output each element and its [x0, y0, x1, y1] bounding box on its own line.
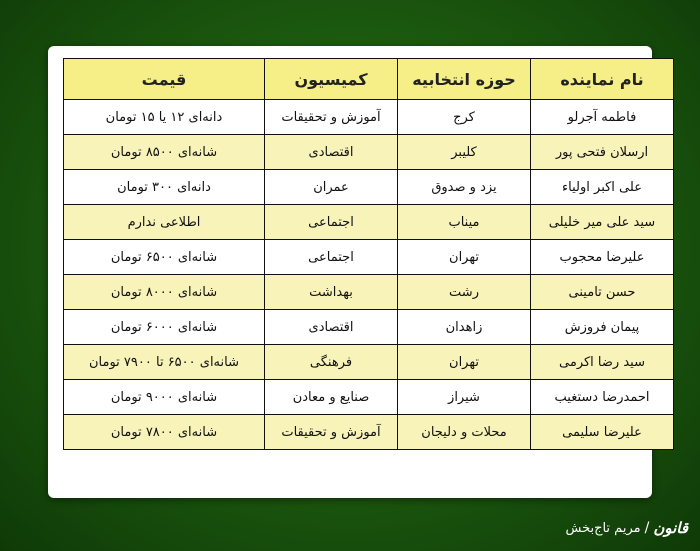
- table-body: [64, 100, 674, 450]
- cell-price: دانه‌ای ۳۰۰ تومان: [64, 170, 265, 205]
- credit: [566, 519, 689, 537]
- header-name: نام نماینده: [531, 59, 674, 100]
- cell-commission: عمران: [265, 170, 398, 205]
- cell-zone: کلیبر: [398, 135, 531, 170]
- cell-commission: اجتماعی: [265, 240, 398, 275]
- cell-commission: آموزش و تحقیقات: [265, 415, 398, 450]
- cell-name: حسن تامینی: [531, 275, 674, 310]
- cell-zone: شیراز: [398, 380, 531, 415]
- cell-name: احمدرضا دستغیب: [531, 380, 674, 415]
- table-row: [64, 275, 674, 310]
- representatives-table: [63, 58, 674, 450]
- cell-price: شانه‌ای ۶۵۰۰ تومان: [64, 240, 265, 275]
- table-row: [64, 135, 674, 170]
- table-row: [64, 205, 674, 240]
- cell-zone: رشت: [398, 275, 531, 310]
- cell-price: شانه‌ای ۹۰۰۰ تومان: [64, 380, 265, 415]
- publisher-logo: قانون: [653, 519, 688, 537]
- cell-zone: یزد و صدوق: [398, 170, 531, 205]
- cell-price: شانه‌ای ۷۸۰۰ تومان: [64, 415, 265, 450]
- cell-price: دانه‌ای ۱۲ یا ۱۵ تومان: [64, 100, 265, 135]
- credit-separator: /: [644, 520, 650, 536]
- table-header-row: [64, 59, 674, 100]
- cell-name: سید علی میر خلیلی: [531, 205, 674, 240]
- credit-author: مریم تاج‌بخش: [565, 520, 641, 536]
- cell-name: ارسلان فتحی پور: [531, 135, 674, 170]
- table-row: [64, 415, 674, 450]
- cell-name: علیرضا سلیمی: [531, 415, 674, 450]
- cell-zone: تهران: [398, 345, 531, 380]
- table-row: [64, 100, 674, 135]
- cell-name: سید رضا اکرمی: [531, 345, 674, 380]
- table-row: [64, 170, 674, 205]
- cell-name: علی اکبر اولیاء: [531, 170, 674, 205]
- cell-commission: فرهنگی: [265, 345, 398, 380]
- header-zone: حوزه انتخابیه: [398, 59, 531, 100]
- cell-zone: کرج: [398, 100, 531, 135]
- cell-zone: زاهدان: [398, 310, 531, 345]
- cell-name: علیرضا محجوب: [531, 240, 674, 275]
- cell-zone: تهران: [398, 240, 531, 275]
- header-price: قیمت: [64, 59, 265, 100]
- cell-name: پیمان فروزش: [531, 310, 674, 345]
- header-commission: کمیسیون: [265, 59, 398, 100]
- cell-price: شانه‌ای ۶۰۰۰ تومان: [64, 310, 265, 345]
- table-row: [64, 310, 674, 345]
- cell-price: شانه‌ای ۸۵۰۰ تومان: [64, 135, 265, 170]
- cell-name: فاطمه آجرلو: [531, 100, 674, 135]
- cell-commission: اجتماعی: [265, 205, 398, 240]
- table-row: [64, 240, 674, 275]
- cell-price: شانه‌ای ۸۰۰۰ تومان: [64, 275, 265, 310]
- cell-commission: بهداشت: [265, 275, 398, 310]
- cell-commission: اقتصادی: [265, 310, 398, 345]
- cell-zone: محلات و دلیجان: [398, 415, 531, 450]
- cell-commission: صنایع و معادن: [265, 380, 398, 415]
- cell-price: شانه‌ای ۶۵۰۰ تا ۷۹۰۰ تومان: [64, 345, 265, 380]
- cell-commission: اقتصادی: [265, 135, 398, 170]
- cell-zone: میناب: [398, 205, 531, 240]
- table-row: [64, 345, 674, 380]
- cell-commission: آموزش و تحقیقات: [265, 100, 398, 135]
- table-row: [64, 380, 674, 415]
- cell-price: اطلاعی ندارم: [64, 205, 265, 240]
